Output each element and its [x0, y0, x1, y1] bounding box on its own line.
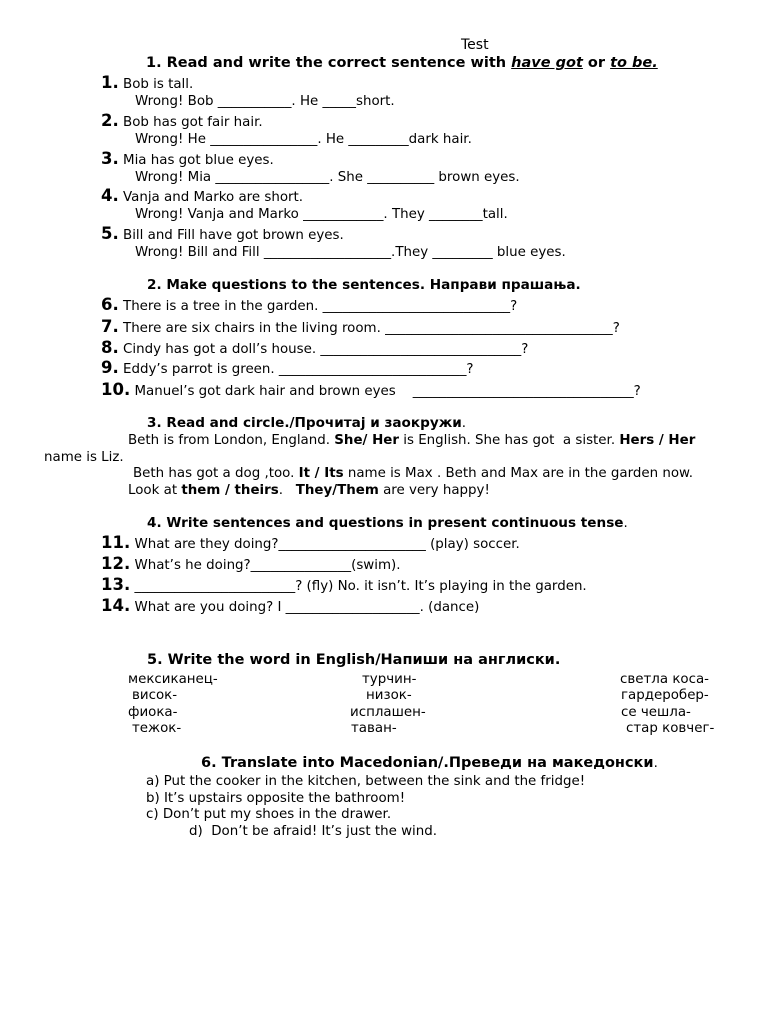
section-1-heading-text: 1. Read and write the correct sentence with	[146, 55, 512, 71]
item-question: Eddy’s parrot is green. ____________________________?	[123, 362, 474, 377]
item-number: 14.	[101, 596, 131, 615]
section-2-heading: 2. Make questions to the sentences. Направи прашања.	[147, 277, 581, 293]
passage-text: .	[278, 483, 296, 498]
have-got-term: have got	[511, 55, 583, 71]
item-1	[101, 74, 193, 93]
item-number: 11.	[101, 533, 131, 552]
passage-text: name is Max . Beth and Max are in the garden now.	[343, 466, 694, 481]
section-4-heading	[147, 515, 628, 532]
choice-she-her: She/ Her	[334, 433, 399, 448]
passage-text: Beth is from London, England.	[128, 433, 335, 448]
translate-item-c: c) Don’t put my shoes in the drawer.	[146, 807, 392, 822]
translate-item-b: b) It’s upstairs opposite the bathroom!	[146, 791, 406, 806]
item-4	[101, 187, 303, 206]
section-6-heading-text: 6. Translate into Macedonian/.Преведи на македонски	[201, 755, 654, 771]
item-question: Cindy has got a doll’s house. ______________________________?	[123, 342, 529, 357]
item-number: 4.	[101, 186, 119, 205]
item-3	[101, 150, 274, 169]
item-number: 7.	[101, 317, 119, 336]
word-cell: низок-	[366, 688, 412, 703]
item-3-answer-line: Wrong! Mia _________________. She __________ brown eyes.	[135, 170, 520, 185]
choice-it-its: It / Its	[298, 466, 344, 481]
section-3-heading	[147, 415, 466, 432]
item-question: Manuel’s got dark hair and brown eyes _________________________________?	[134, 384, 641, 399]
item-9	[101, 359, 474, 378]
choice-them-theirs: them / theirs	[181, 483, 279, 498]
word-cell: светла коса-	[620, 672, 709, 687]
passage-text: are very happy!	[378, 483, 490, 498]
item-number: 12.	[101, 554, 131, 573]
translate-item-d: d) Don’t be afraid! It’s just the wind.	[189, 824, 437, 839]
passage-text: Beth has got a dog ,too.	[133, 466, 299, 481]
word-cell: исплашен-	[350, 705, 426, 720]
item-sentence: Bill and Fill have got brown eyes.	[123, 228, 344, 243]
item-6	[101, 296, 517, 315]
word-cell: мексиканец-	[128, 672, 218, 687]
word-cell: висок-	[132, 688, 178, 703]
section-5-heading: 5. Write the word in English/Напиши на англиски.	[147, 652, 561, 668]
item-5-answer-line: Wrong! Bill and Fill ___________________.They _________ blue eyes.	[135, 245, 566, 260]
or-word: or	[582, 55, 611, 71]
item-2	[101, 112, 263, 131]
item-question: There is a tree in the garden. ____________________________?	[123, 299, 518, 314]
item-7	[101, 318, 620, 337]
heading-period: .	[623, 516, 628, 531]
item-14	[101, 597, 479, 616]
item-number: 10.	[101, 380, 131, 399]
item-2-answer-line: Wrong! He ________________. He _________dark hair.	[135, 132, 472, 147]
item-number: 5.	[101, 224, 119, 243]
word-cell: гардеробер-	[621, 688, 709, 703]
passage-line-4	[128, 482, 490, 499]
item-8	[101, 339, 528, 358]
item-number: 1.	[101, 73, 119, 92]
item-10	[101, 381, 641, 400]
item-sentence: Bob is tall.	[123, 77, 194, 92]
item-5	[101, 225, 344, 244]
passage-text: Look at	[128, 483, 182, 498]
choice-they-them: They/Them	[295, 483, 379, 498]
word-cell: тежок-	[132, 721, 182, 736]
item-number: 9.	[101, 358, 119, 377]
item-sentence: ________________________? (fly) No. it isn’t. It’s playing in the garden.	[134, 579, 587, 594]
item-question: There are six chairs in the living room. __________________________________?	[123, 321, 620, 336]
word-cell: фиока-	[128, 705, 178, 720]
passage-line-2: name is Liz.	[44, 450, 124, 465]
item-number: 3.	[101, 149, 119, 168]
item-sentence: Vanja and Marko are short.	[123, 190, 304, 205]
item-number: 8.	[101, 338, 119, 357]
page-title: Test	[461, 37, 489, 53]
item-13	[101, 576, 587, 595]
section-3-heading-text: 3. Read and circle./Прочитај и заокружи	[147, 415, 462, 431]
item-1-answer-line: Wrong! Bob ___________. He _____short.	[135, 94, 395, 109]
translate-item-a: a) Put the cooker in the kitchen, between the sink and the fridge!	[146, 774, 586, 789]
item-sentence: What are they doing?______________________ (play) soccer.	[134, 537, 520, 552]
item-4-answer-line: Wrong! Vanja and Marko ____________. They ________tall.	[135, 207, 508, 222]
item-sentence: Bob has got fair hair.	[123, 115, 263, 130]
item-12	[101, 555, 401, 574]
section-4-heading-text: 4. Write sentences and questions in present continuous tense	[147, 515, 624, 531]
passage-line-3	[133, 465, 693, 482]
passage-text: is English. She has got a sister.	[398, 433, 620, 448]
item-sentence: Mia has got blue eyes.	[123, 153, 274, 168]
item-sentence: What’s he doing?_______________(swim).	[134, 558, 401, 573]
item-11	[101, 534, 520, 553]
item-number: 2.	[101, 111, 119, 130]
choice-hers-her: Hers / Her	[619, 433, 696, 448]
item-sentence: What are you doing? I ____________________. (dance)	[134, 600, 480, 615]
word-cell: се чешла-	[621, 705, 691, 720]
item-number: 13.	[101, 575, 131, 594]
passage-line-1	[128, 432, 695, 449]
word-cell: таван-	[351, 721, 397, 736]
section-6-heading	[201, 755, 658, 772]
section-1-heading	[146, 55, 658, 72]
item-number: 6.	[101, 295, 119, 314]
to-be-term: to be.	[610, 55, 658, 71]
heading-period: .	[653, 756, 658, 771]
word-cell: турчин-	[362, 672, 417, 687]
heading-period: .	[461, 416, 467, 431]
word-cell: стар ковчег-	[626, 721, 715, 736]
